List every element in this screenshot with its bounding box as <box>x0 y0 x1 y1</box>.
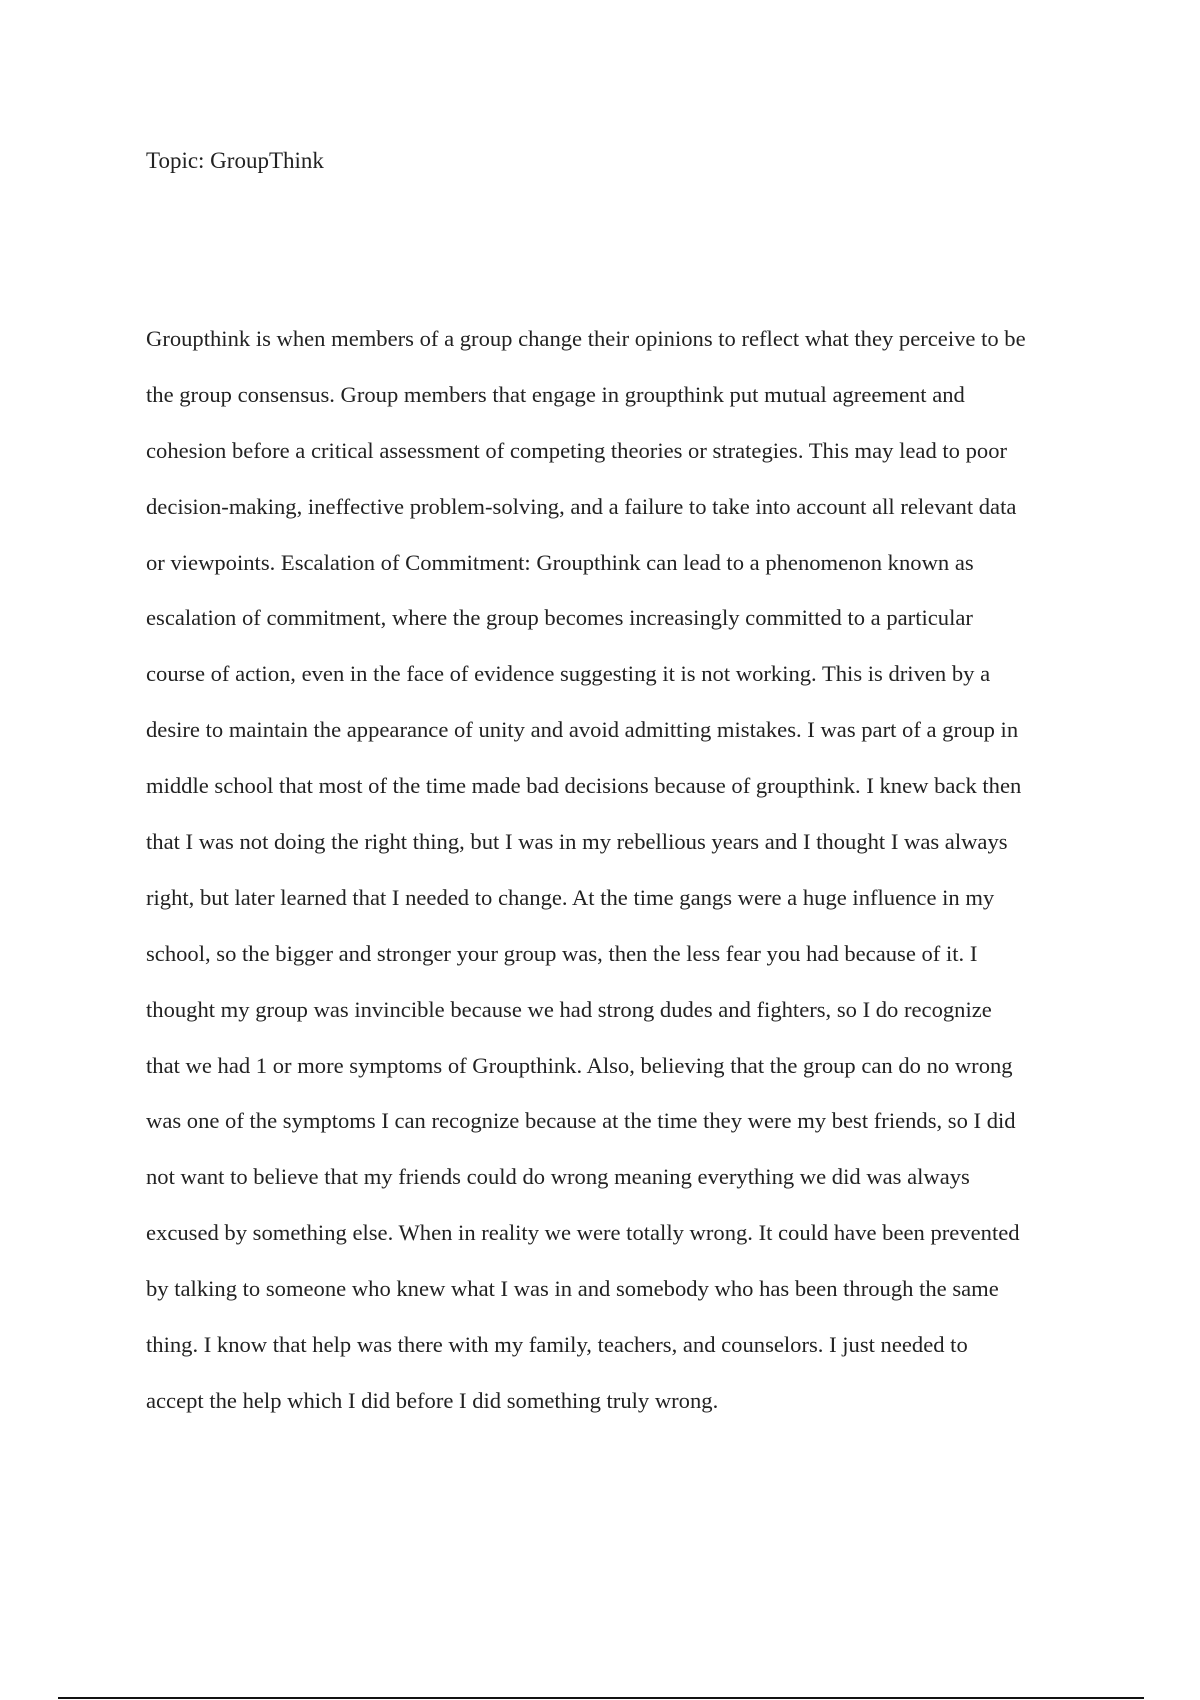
paragraph-line: middle school that most of the time made bad decisions because of groupthink. I knew back then <box>146 773 1022 799</box>
paragraph-line: right, but later learned that I needed to change. At the time gangs were a huge influence in my <box>146 884 995 910</box>
paragraph-line: not want to believe that my friends could do wrong meaning everything we did was always <box>146 1164 970 1190</box>
paragraph-line: by talking to someone who knew what I was in and somebody who has been through the same <box>146 1276 999 1302</box>
paragraph-line: excused by something else. When in reality we were totally wrong. It could have been prevented <box>146 1220 1020 1246</box>
page-bottom-rule <box>58 1697 1144 1699</box>
paragraph-line: was one of the symptoms I can recognize because at the time they were my best friends, so I did <box>146 1108 1016 1134</box>
paragraph-line: that I was not doing the right thing, but I was in my rebellious years and I thought I was always <box>146 829 1008 855</box>
paragraph-line: decision-making, ineffective problem-solving, and a failure to take into account all relevant data <box>146 493 1017 519</box>
topic-heading: Topic: GroupThink <box>146 148 324 173</box>
paragraph-line: escalation of commitment, where the group becomes increasingly committed to a particular <box>146 605 973 631</box>
paragraph-line: or viewpoints. Escalation of Commitment: Groupthink can lead to a phenomenon known as <box>146 549 974 575</box>
paragraph-line: cohesion before a critical assessment of competing theories or strategies. This may lead to poor <box>146 437 1008 463</box>
paragraph-line: school, so the bigger and stronger your group was, then the less fear you had because of it. I <box>146 940 978 966</box>
paragraph-line: the group consensus. Group members that engage in groupthink put mutual agreement and <box>146 381 965 407</box>
paragraph-line: desire to maintain the appearance of unity and avoid admitting mistakes. I was part of a group in <box>146 717 1019 743</box>
paragraph-line: course of action, even in the face of evidence suggesting it is not working. This is driven by a <box>146 661 991 687</box>
paragraph-line: Groupthink is when members of a group change their opinions to reflect what they perceive to be <box>146 326 1026 351</box>
body-paragraph <box>146 311 1106 1429</box>
paragraph-line: thought my group was invincible because we had strong dudes and fighters, so I do recognize <box>146 996 992 1022</box>
paragraph-line: that we had 1 or more symptoms of Groupthink. Also, believing that the group can do no wrong <box>146 1052 1013 1078</box>
paragraph-line: thing. I know that help was there with my family, teachers, and counselors. I just needed to <box>146 1332 968 1358</box>
paragraph-line: accept the help which I did before I did something truly wrong. <box>146 1387 719 1413</box>
